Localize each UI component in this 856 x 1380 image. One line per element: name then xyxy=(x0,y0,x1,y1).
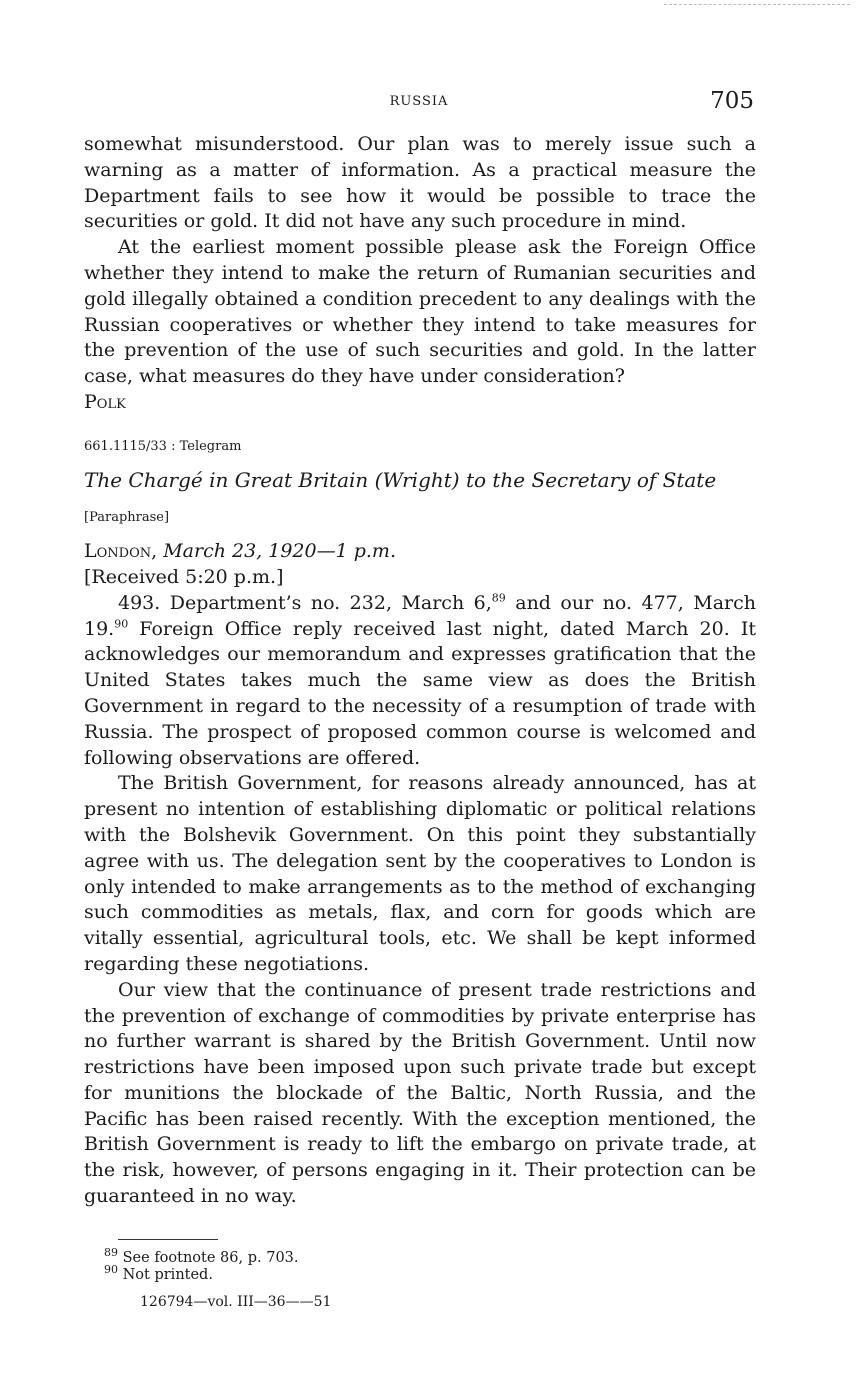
top-edge-rule xyxy=(664,4,850,5)
paragraph-british-government: The British Government, for reasons already announced, has at present no intention of establishing diplomatic or political relations with the Bolshevik Government. On this point they substantially agree with us. The delegation sent by the cooperatives to London is only intended to make arrangements as to the method of exchanging such commodities as metals, flax, and corn for goods which are vitally essential, agricultural tools, etc. We shall be kept informed regarding these negotiations. xyxy=(84,772,756,975)
document-title: The Chargé in Great Britain (Wright) to the Secretary of State xyxy=(84,467,717,492)
paragraph-request: At the earliest moment possible please ask the Foreign Office whether they intend to make the return of Rumanian securities and gold illegally obtained a condition precedent to any dealings with the Russian cooperatives or whether they intend to take measures for the prevention of the use of such securities and gold. In the latter case, what measures do they have under consideration? xyxy=(84,236,756,388)
page-number: 705 xyxy=(710,88,754,114)
dateline-city: London, xyxy=(84,540,158,563)
footnote-ref-89[interactable]: 89 xyxy=(491,591,506,605)
footnote-text: See footnote 86, p. 703. xyxy=(118,1250,299,1266)
footnote-rule xyxy=(118,1239,218,1240)
footnote-mark: 89 xyxy=(104,1246,118,1260)
footnote-mark: 90 xyxy=(104,1263,118,1277)
page-header xyxy=(84,88,754,118)
paragraph-continued: somewhat misunderstood. Our plan was to merely issue such a warning as a matter of information. As a practical measure the Department fails to see how it would be possible to trace the securities or gold. It did not have any such procedure in mind. xyxy=(84,133,756,233)
page-body xyxy=(84,132,756,1210)
footnotes xyxy=(104,1246,299,1284)
running-head: RUSSIA xyxy=(389,94,449,109)
signature: Polk xyxy=(84,390,126,413)
file-number: 661.1115/33 : Telegram xyxy=(84,438,242,454)
paragraph-493-text-b: and our no. 477, March 19. xyxy=(84,591,756,640)
footnote xyxy=(104,1263,299,1284)
print-code: 126794—vol. III—36——51 xyxy=(140,1294,332,1310)
paraphrase-label: [Paraphrase] xyxy=(84,510,170,526)
paragraph-493 xyxy=(84,591,756,772)
dateline xyxy=(84,539,756,565)
paragraph-493-text-c: Foreign Office reply received last night, dated March 20. It acknowledges our memorandum and expresses gratification that the United States takes much the same view as does the British Government in regard to the necessity of a resumption of trade with Russia. The prospect of proposed common course is welcomed and following observations are offered. xyxy=(84,617,756,769)
paragraph-493-text-a: 493. Department’s no. 232, March 6, xyxy=(118,591,492,614)
dateline-date: March 23, 1920—1 p.m. xyxy=(163,540,396,563)
footnote xyxy=(104,1246,299,1267)
paragraph-trade-restrictions: Our view that the continuance of present trade restrictions and the prevention of exchange of commodities by private enterprise has no further warrant is shared by the British Government. Until now restrictions have been imposed upon such private trade but except for munitions the blockade of the Baltic, North Russia, and the Pacific has been raised recently. With the exception mentioned, the British Government is ready to lift the embargo on private trade, at the risk, however, of persons engaging in it. Their protection can be guaranteed in no way. xyxy=(84,978,756,1208)
received-time: [Received 5:20 p.m.] xyxy=(84,565,284,588)
footnote-ref-90[interactable]: 90 xyxy=(114,617,129,631)
footnote-text: Not printed. xyxy=(118,1267,213,1283)
